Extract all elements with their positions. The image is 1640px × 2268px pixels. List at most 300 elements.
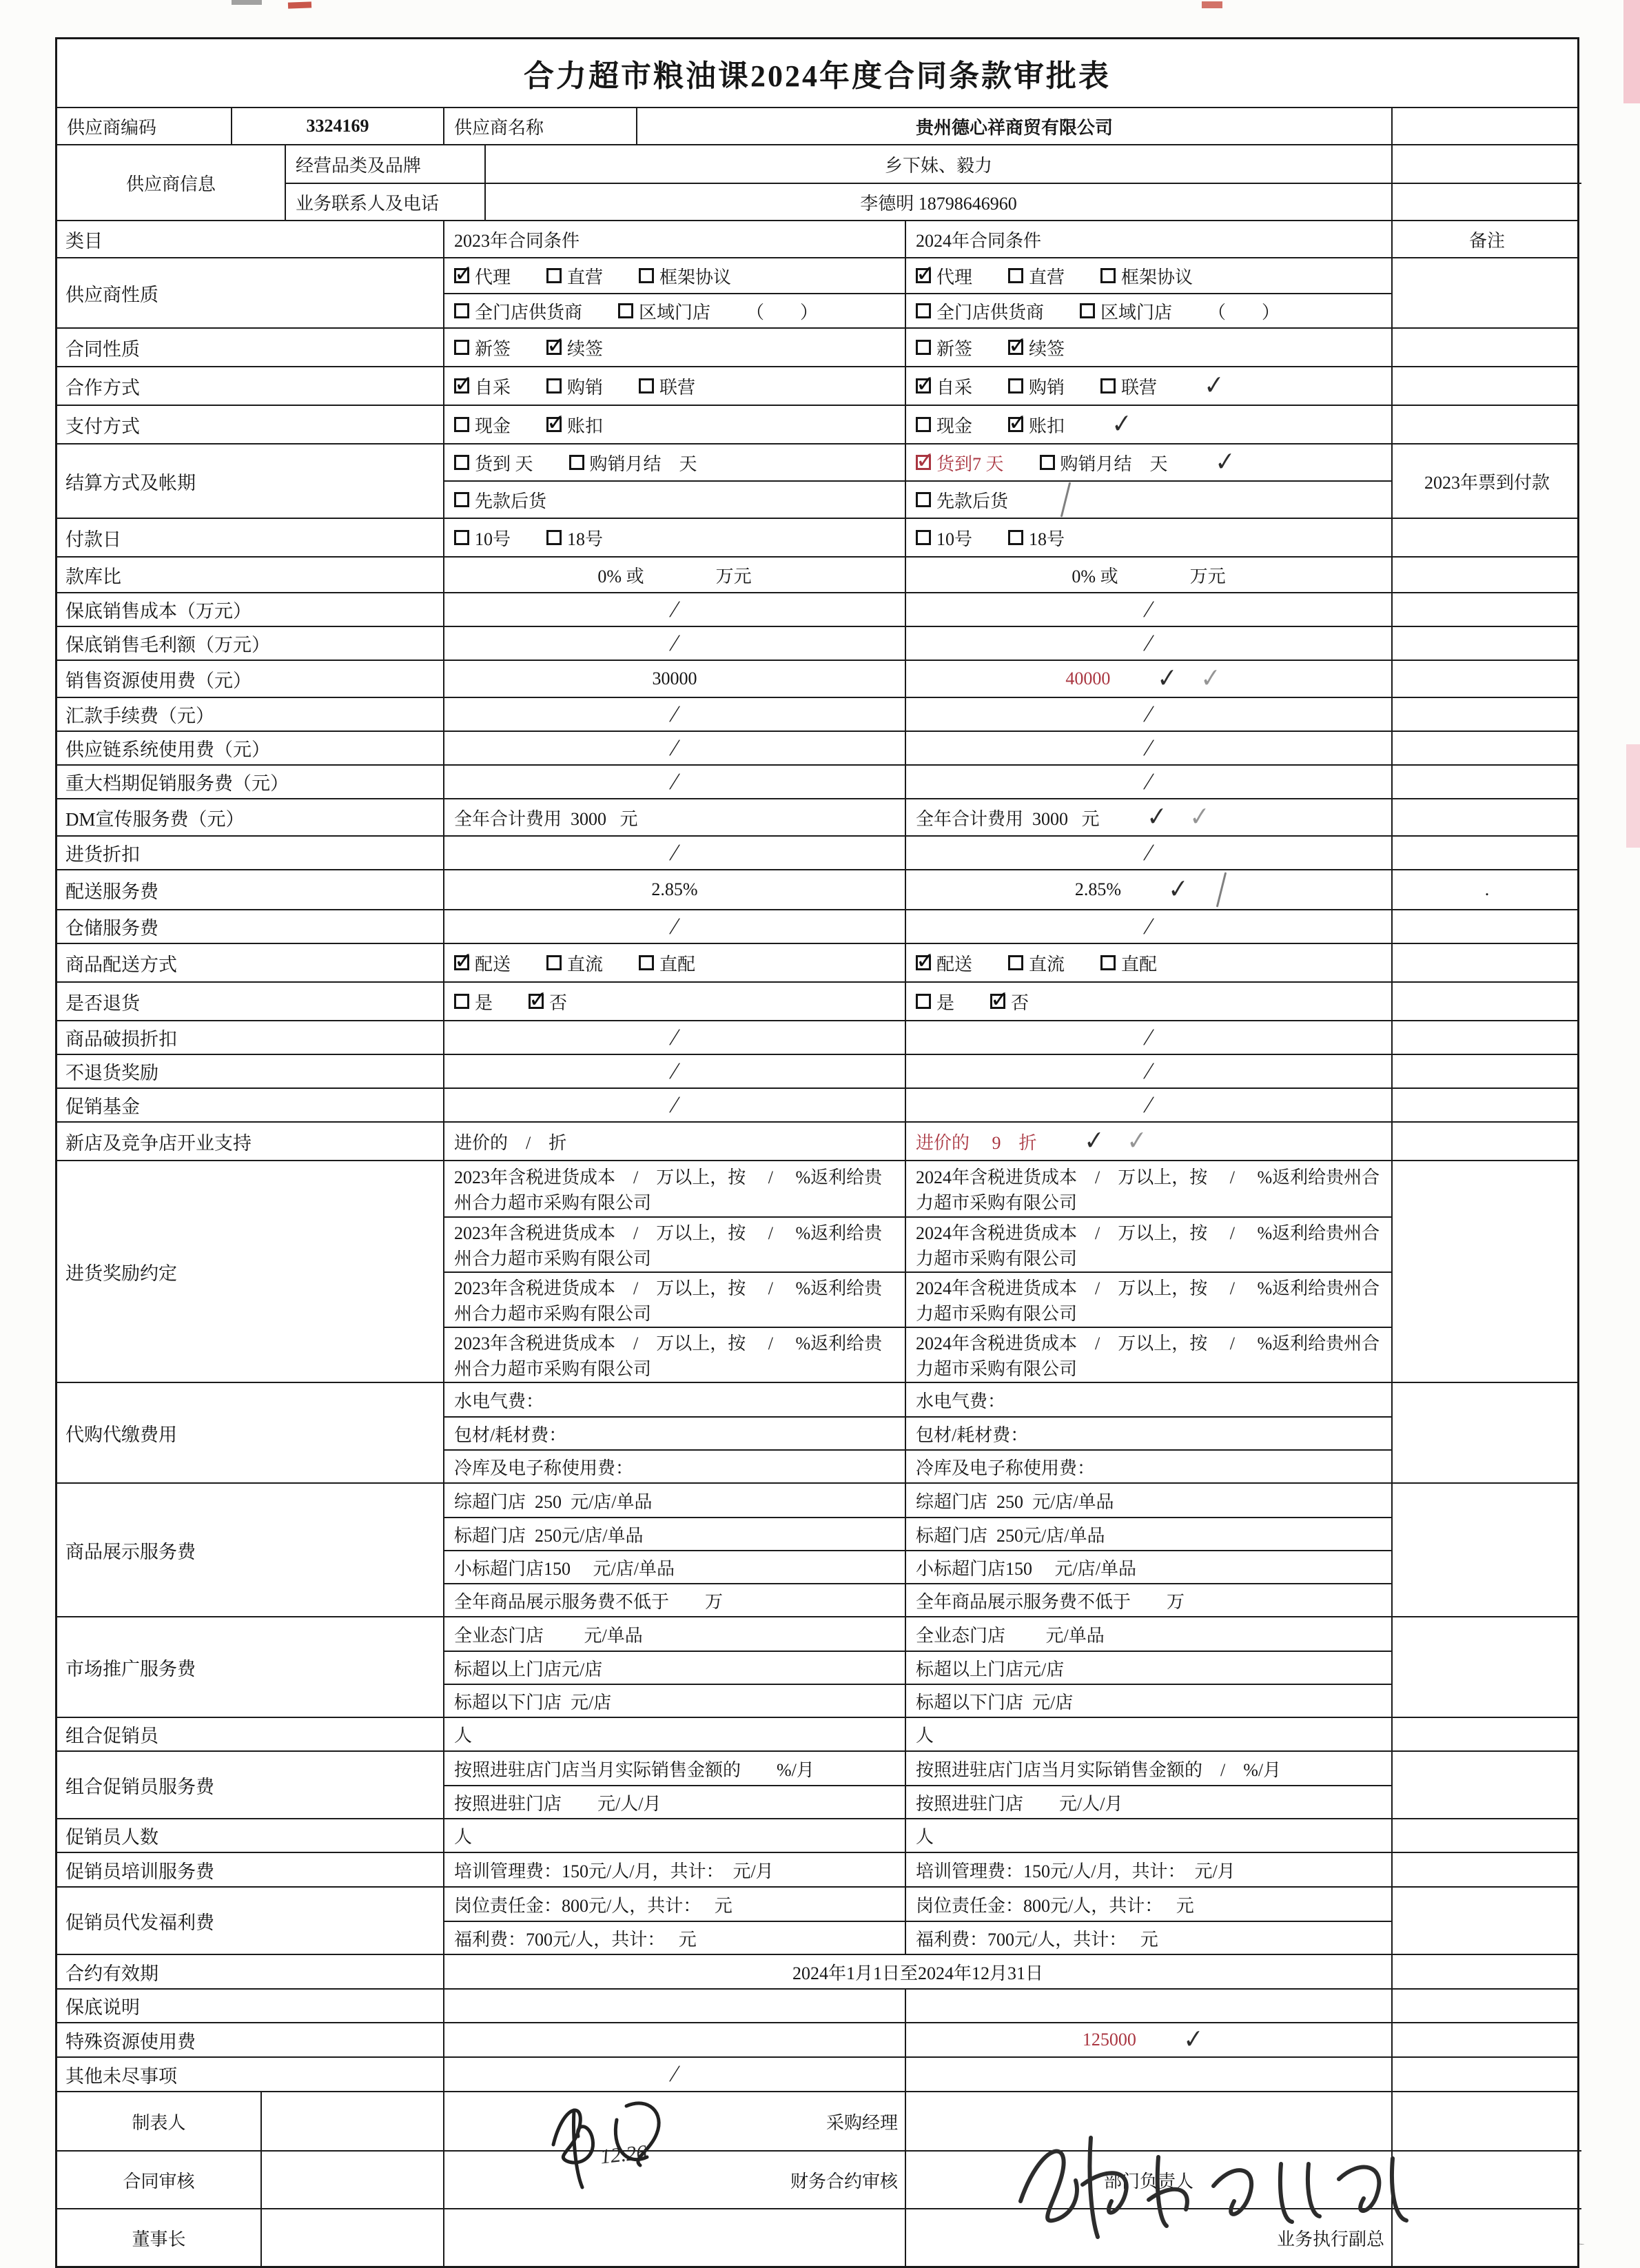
cell-text: 全业态门店 元/单品 <box>454 1625 643 1646</box>
cell-2024 <box>905 1819 1391 1852</box>
slash-mark: / <box>668 735 682 761</box>
checkbox-icon <box>546 378 562 394</box>
cell-text: 2024年含税进货成本 / 万以上，按 / %返利给贵州合力超市采购有限公司 <box>916 1334 1380 1379</box>
row-label <box>57 1853 443 1886</box>
checkbox-unchecked[interactable] <box>916 525 972 551</box>
cell-2023 <box>443 837 905 869</box>
cell-2024 <box>905 870 1391 909</box>
cell-2024 <box>905 1161 1391 1382</box>
cell-text: 冷库及电子称使用费： <box>454 1458 634 1478</box>
cell-remark <box>1391 983 1581 1020</box>
checkbox-icon <box>639 378 654 394</box>
checkmark-annotation: ✓ <box>1213 446 1236 478</box>
checkbox-unchecked[interactable] <box>454 412 511 438</box>
contract-review-label: 合同审核 <box>123 2171 195 2192</box>
cell-remark <box>1391 837 1581 869</box>
table-row <box>57 626 1577 660</box>
checkbox-icon <box>454 340 469 355</box>
cell-text: 2023年含税进货成本 / 万以上，按 / %返利给贵州合力超市采购有限公司 <box>454 1167 883 1213</box>
checkbox-icon <box>916 417 931 432</box>
handwritten-red-value: 40000 <box>1065 668 1111 688</box>
row-label-text: 是否退货 <box>65 992 140 1014</box>
cell-text: （ ） <box>1208 302 1280 323</box>
checkbox-icon <box>916 268 931 283</box>
table-row <box>57 518 1577 556</box>
checkbox-checked[interactable] <box>454 950 511 976</box>
slash-mark: / <box>1142 701 1156 727</box>
table-row <box>57 943 1577 981</box>
checkbox-icon <box>454 530 469 545</box>
checkbox-unchecked[interactable] <box>546 950 603 976</box>
cell-text: 2.85% <box>1074 879 1121 899</box>
table-row <box>57 1988 1577 2022</box>
table-row <box>57 556 1577 592</box>
table-row <box>57 1886 1577 1954</box>
slash-mark: / <box>1142 735 1156 761</box>
empty-cell <box>1391 2208 1581 2266</box>
cell-2024 <box>905 2058 1391 2091</box>
checkbox-label: 直流 <box>567 954 604 974</box>
cell-remark <box>1391 519 1581 556</box>
row-label-text: 合约有效期 <box>65 1963 158 1984</box>
checkbox-unchecked[interactable] <box>1008 263 1065 289</box>
checkbox-unchecked[interactable] <box>916 487 1008 513</box>
table-row <box>57 660 1577 697</box>
cell-remark <box>1391 2058 1581 2091</box>
empty-cell <box>260 2092 443 2150</box>
row-label-text: 仓储服务费 <box>65 918 158 939</box>
checkbox-unchecked[interactable] <box>639 263 731 289</box>
checkmark-annotation: ✓ <box>1189 801 1211 833</box>
row-label <box>57 766 443 798</box>
cell-text: 水电气费： <box>916 1391 1006 1411</box>
cell-2023 <box>443 406 905 443</box>
cell-2024 <box>905 1089 1391 1121</box>
cell-text: 小标超门店150 元/店/单品 <box>454 1558 675 1579</box>
checkbox-checked[interactable] <box>1008 335 1065 360</box>
checkbox-unchecked[interactable] <box>1080 298 1172 324</box>
checkmark-annotation: ✓ <box>1145 801 1168 833</box>
checkbox-unchecked[interactable] <box>546 263 603 289</box>
checkbox-icon <box>916 340 931 355</box>
cell-remark <box>1391 1383 1581 1482</box>
cell-remark <box>1391 1955 1581 1988</box>
page-title: 合力超市粮油课2024年度合同条款审批表 <box>524 59 1111 93</box>
cell-2024 <box>905 944 1391 981</box>
cell-2023 <box>443 2058 905 2091</box>
checkbox-label: 新签 <box>475 338 511 359</box>
checkbox-label: 18号 <box>1029 529 1065 549</box>
cell-2023 <box>443 1853 905 1886</box>
cell-remark <box>1391 627 1581 660</box>
cell-2024 <box>905 258 1391 327</box>
chairman-label: 董事长 <box>132 2229 186 2249</box>
checkbox-unchecked[interactable] <box>1008 374 1065 399</box>
cell-text: 人 <box>454 1827 473 1847</box>
cell-text: 0% 或 万元 <box>1072 566 1226 586</box>
checkbox-label: 框架协议 <box>659 267 732 287</box>
cell-2023 <box>443 1021 905 1054</box>
checkbox-icon <box>546 955 562 970</box>
row-label <box>57 258 443 327</box>
pen-stroke <box>1060 482 1071 517</box>
table-row <box>57 443 1577 518</box>
checkbox-unchecked[interactable] <box>454 450 533 476</box>
row-label <box>57 1819 443 1852</box>
cell-2024 <box>905 1055 1391 1087</box>
checkbox-icon <box>454 492 469 507</box>
cell-2024 <box>905 1383 1391 1482</box>
cell-2024 <box>905 661 1391 697</box>
checkbox-icon <box>1008 417 1023 432</box>
cell-text: 包材/耗材费： <box>454 1424 567 1445</box>
cell-2024 <box>905 983 1391 1020</box>
checkbox-unchecked[interactable] <box>454 525 511 551</box>
checkbox-unchecked[interactable] <box>639 950 695 976</box>
cell-2024 <box>905 221 1391 257</box>
cell-2024 <box>905 627 1391 660</box>
checkmark-annotation: ✓ <box>1156 662 1179 695</box>
table-row <box>57 257 1577 327</box>
cell-remark <box>1391 698 1581 731</box>
checkbox-label: 是 <box>475 992 493 1013</box>
checkbox-icon <box>546 268 562 283</box>
cell-2023 <box>443 1484 905 1616</box>
row-label <box>57 1089 443 1121</box>
checkbox-icon <box>916 955 931 970</box>
cell-2023 <box>443 870 905 909</box>
row-label-text: 商品配送方式 <box>65 954 177 975</box>
row-label <box>57 944 443 981</box>
scan-pink-strip-right-top <box>1623 0 1640 103</box>
cell-remark <box>1391 258 1581 327</box>
cell-text: 进价的 / 折 <box>454 1132 567 1153</box>
checkbox-label: 否 <box>549 992 568 1013</box>
checkbox-unchecked[interactable] <box>1100 374 1157 399</box>
cell-remark <box>1391 329 1581 366</box>
cell-2024 <box>905 445 1391 518</box>
slash-mark: / <box>1142 1024 1156 1050</box>
cell-2024 <box>905 1888 1391 1954</box>
cell-remark <box>1391 1484 1581 1616</box>
checkbox-label: 全门店供货商 <box>475 302 583 323</box>
row-label-text: 促销员培训服务费 <box>65 1861 214 1882</box>
checkbox-icon <box>1100 268 1116 283</box>
cell-text: 综超门店 250 元/店/单品 <box>454 1491 653 1512</box>
empty-cell <box>905 2092 1391 2150</box>
table-row <box>57 592 1577 626</box>
checkbox-label: 联营 <box>1121 377 1158 398</box>
purchase-manager-sign-date: 12.26 <box>599 2141 648 2169</box>
row-label-text: 类目 <box>65 230 103 252</box>
table-row <box>57 1054 1577 1087</box>
cell-text: 综超门店 250 元/店/单品 <box>916 1491 1114 1512</box>
empty-cell <box>443 2208 905 2266</box>
cell-text: 2023年含税进货成本 / 万以上，按 / %返利给贵州合力超市采购有限公司 <box>454 1334 883 1379</box>
row-label-text: 不退货奖励 <box>65 1063 158 1083</box>
checkbox-icon <box>1008 340 1023 355</box>
supplier-code-label: 供应商编码 <box>67 117 157 138</box>
checkbox-unchecked[interactable] <box>916 412 972 438</box>
row-label-text: 配送服务费 <box>65 881 158 902</box>
cell-2024 <box>905 593 1391 626</box>
cell-2023 <box>443 258 905 327</box>
cell-text: 2024年含税进货成本 / 万以上，按 / %返利给贵州合力超市采购有限公司 <box>916 1167 1380 1213</box>
table-row <box>57 405 1577 443</box>
cell-remark <box>1391 1752 1581 1818</box>
cell-2024 <box>905 1021 1391 1054</box>
checkbox-icon <box>916 455 931 470</box>
row-label-text: 供应商性质 <box>65 284 158 305</box>
cell-text: 0% 或 万元 <box>597 566 752 586</box>
cell-2023 <box>443 1990 905 2022</box>
cell-text: 福利费：700元/人，共计： 元 <box>916 1929 1158 1950</box>
row-label <box>57 2058 443 2091</box>
checkbox-checked[interactable] <box>990 989 1029 1014</box>
table-row <box>57 835 1577 869</box>
cell-remark <box>1391 593 1581 626</box>
cell-2023 <box>443 698 905 731</box>
cell-2023 <box>443 1161 905 1382</box>
cell-span-both-years <box>443 1955 1391 1988</box>
row-label <box>57 698 443 731</box>
checkbox-unchecked[interactable] <box>1100 950 1157 976</box>
cell-text: 岗位责任金：800元/人，共计： 元 <box>916 1895 1194 1916</box>
slash-mark: / <box>668 768 682 795</box>
table-row <box>57 1717 1577 1750</box>
empty-cell <box>1391 108 1581 144</box>
checkbox-label: 直配 <box>1121 954 1158 974</box>
checkbox-unchecked[interactable] <box>454 487 546 513</box>
checkbox-label: 直配 <box>659 954 696 974</box>
vp-label: 业务执行副总 <box>1276 2229 1384 2249</box>
checkmark-annotation: ✓ <box>1126 1125 1148 1157</box>
checkbox-icon <box>916 530 931 545</box>
cell-text: 标超以上门店元/店 <box>454 1659 603 1679</box>
cell-text: 标超以下门店 元/店 <box>916 1692 1074 1713</box>
row-label <box>57 1617 443 1717</box>
checkbox-unchecked[interactable] <box>1008 525 1065 551</box>
table-row <box>57 327 1577 366</box>
slash-mark: / <box>668 701 682 727</box>
slash-mark: / <box>1142 768 1156 795</box>
cell-2023 <box>443 799 905 835</box>
cell-remark: . <box>1391 870 1581 909</box>
table-row <box>57 1818 1577 1852</box>
checkbox-unchecked[interactable] <box>1100 263 1193 289</box>
cell-text: 标超以上门店元/店 <box>916 1659 1065 1679</box>
checkbox-label: 现金 <box>936 416 973 436</box>
row-label <box>57 1752 443 1818</box>
checkbox-unchecked[interactable] <box>454 989 493 1014</box>
scan-red-mark-top-1 <box>288 1 311 8</box>
cell-2023 <box>443 519 905 556</box>
supplier-name-label: 供应商名称 <box>454 117 544 138</box>
cell-2024 <box>905 766 1391 798</box>
empty-cell <box>1391 145 1581 183</box>
table-row <box>57 1121 1577 1160</box>
row-label-text: 进货折扣 <box>65 844 140 865</box>
cell-remark <box>1391 1718 1581 1750</box>
row-label <box>57 1990 443 2022</box>
checkbox-checked[interactable] <box>916 263 972 289</box>
row-label-text: 组合促销员服务费 <box>65 1776 214 1797</box>
checkbox-unchecked[interactable] <box>916 298 1044 324</box>
slash-mark: / <box>668 1058 682 1084</box>
row-label <box>57 799 443 835</box>
row-label <box>57 519 443 556</box>
checkbox-unchecked[interactable] <box>916 989 954 1014</box>
scan-smudge-top-left <box>232 0 262 5</box>
row-label-text: 结算方式及帐期 <box>65 472 196 493</box>
cell-text: 30000 <box>652 668 697 688</box>
cell-text: 全年合计费用 3000 元 <box>454 808 638 829</box>
cell-2024 <box>905 558 1391 592</box>
checkbox-icon <box>454 455 469 470</box>
cell-text: 2024年1月1日至2024年12月31日 <box>792 1963 1043 1983</box>
cell-text: 2.85% <box>651 879 698 899</box>
checkbox-checked[interactable] <box>916 450 1004 476</box>
cell-text: 2024年合同条件 <box>916 230 1042 251</box>
supplier-contact-value: 李德明 18798646960 <box>860 193 1017 214</box>
checkbox-checked[interactable] <box>546 335 603 360</box>
row-label-text: 支付方式 <box>65 416 140 437</box>
checkbox-label: 购销月结 天 <box>589 453 697 474</box>
checkbox-checked[interactable] <box>916 374 972 399</box>
cell-text: 全年合计费用 3000 元 <box>916 808 1100 829</box>
finance-review-label: 财务合约审核 <box>790 2171 898 2192</box>
supplier-code-value: 3324169 <box>306 116 369 136</box>
checkbox-icon <box>454 417 469 432</box>
maker-label: 制表人 <box>132 2112 186 2133</box>
checkbox-checked[interactable] <box>454 374 511 399</box>
table-row <box>57 1382 1577 1482</box>
checkbox-unchecked[interactable] <box>454 298 582 324</box>
cell-2023 <box>443 1123 905 1160</box>
row-label <box>57 558 443 592</box>
checkbox-unchecked[interactable] <box>916 335 972 360</box>
cell-2023 <box>443 732 905 764</box>
checkbox-icon <box>916 492 931 507</box>
checkbox-label: 购销月结 天 <box>1060 453 1168 474</box>
checkbox-label: 账扣 <box>1029 416 1065 436</box>
row-label-text: 销售资源使用费（元） <box>65 670 252 691</box>
checkbox-checked[interactable] <box>916 950 972 976</box>
slash-mark: / <box>1142 839 1156 866</box>
row-label <box>57 406 443 443</box>
cell-2024 <box>905 1990 1391 2022</box>
cell-text: 按照进驻店门店当月实际销售金额的 / %/月 <box>916 1759 1282 1780</box>
checkbox-label: 配送 <box>475 954 511 974</box>
cell-2024 <box>905 910 1391 943</box>
cell-text: 2024年含税进货成本 / 万以上，按 / %返利给贵州合力超市采购有限公司 <box>916 1223 1380 1269</box>
row-label <box>57 1888 443 1954</box>
cell-remark <box>1391 799 1581 835</box>
row-label <box>57 367 443 405</box>
checkbox-unchecked[interactable] <box>618 298 710 324</box>
cell-2023 <box>443 1383 905 1482</box>
checkbox-unchecked[interactable] <box>454 335 511 360</box>
checkbox-unchecked[interactable] <box>639 374 695 399</box>
cell-remark <box>1391 766 1581 798</box>
row-label <box>57 837 443 869</box>
row-label-text: 商品破损折扣 <box>65 1029 177 1050</box>
row-label-text: 合同性质 <box>65 338 140 360</box>
checkbox-unchecked[interactable] <box>1040 450 1168 476</box>
table-row <box>57 731 1577 764</box>
cell-2023 <box>443 766 905 798</box>
checkbox-icon <box>454 268 469 283</box>
cell-remark <box>1391 1055 1581 1087</box>
table-row <box>57 1852 1577 1886</box>
checkbox-unchecked[interactable] <box>1008 950 1065 976</box>
row-label-text: 促销基金 <box>65 1096 140 1117</box>
checkbox-label: 区域门店 <box>639 302 711 323</box>
row-label-text: 市场推广服务费 <box>65 1658 196 1679</box>
row-label <box>57 1955 443 1988</box>
checkbox-unchecked[interactable] <box>569 450 697 476</box>
cell-text: 包材/耗材费： <box>916 1424 1029 1445</box>
cell-2023 <box>443 1055 905 1087</box>
checkbox-label: 先款后货 <box>936 491 1009 511</box>
checkbox-checked[interactable] <box>1008 412 1065 438</box>
cell-text: 标超门店 250元/店/单品 <box>454 1525 644 1546</box>
slash-mark: / <box>668 1092 682 1118</box>
checkbox-checked[interactable] <box>529 989 567 1014</box>
cell-2023 <box>443 2023 905 2056</box>
approval-form <box>55 37 1579 2268</box>
checkbox-label: 续签 <box>1029 338 1065 359</box>
row-label-text: 合作方式 <box>65 377 140 398</box>
row-label-text: 代购代缴费用 <box>65 1424 177 1445</box>
slash-mark: / <box>668 1024 682 1050</box>
cell-remark <box>1391 558 1581 592</box>
checkbox-checked[interactable] <box>546 412 603 438</box>
row-label-text: 保底说明 <box>65 1997 140 2018</box>
cell-2024 <box>905 1752 1391 1818</box>
cell-text: 全年商品展示服务费不低于 万 <box>916 1591 1185 1612</box>
checkmark-annotation: ✓ <box>1199 662 1222 695</box>
checkbox-icon <box>546 530 562 545</box>
checkbox-unchecked[interactable] <box>546 374 603 399</box>
supplier-contact-label: 业务联系人及电话 <box>296 193 440 214</box>
cell-text: 人 <box>916 1827 934 1847</box>
row-label-text: 保底销售毛利额（万元） <box>65 635 270 655</box>
row-label <box>57 593 443 626</box>
cell-text: 按照进驻门店 元/人/月 <box>916 1793 1123 1814</box>
slash-mark: / <box>668 839 682 866</box>
row-label-text: 保底销售成本（万元） <box>65 601 252 622</box>
checkbox-checked[interactable] <box>454 263 511 289</box>
empty-cell <box>1391 2150 1581 2208</box>
cell-remark <box>1391 1617 1581 1717</box>
cell-text: 培训管理费：150元/人/月，共计： 元/月 <box>916 1861 1236 1881</box>
checkbox-unchecked[interactable] <box>546 525 603 551</box>
row-label-text: 组合促销员 <box>65 1726 158 1746</box>
checkbox-label: 现金 <box>475 416 511 436</box>
cell-text: （ ） <box>746 302 819 323</box>
slash-mark: / <box>1142 630 1156 656</box>
checkbox-icon <box>1080 303 1095 318</box>
scan-pink-strip-right-mid <box>1626 744 1640 848</box>
cell-text: 培训管理费：150元/人/月，共计： 元/月 <box>454 1861 774 1881</box>
cell-2024 <box>905 367 1391 405</box>
row-label <box>57 1161 443 1382</box>
row-label-text: 商品展示服务费 <box>65 1541 196 1562</box>
cell-2024 <box>905 329 1391 366</box>
checkbox-label: 先款后货 <box>475 491 547 511</box>
cell-text: 标超门店 250元/店/单品 <box>916 1525 1105 1546</box>
